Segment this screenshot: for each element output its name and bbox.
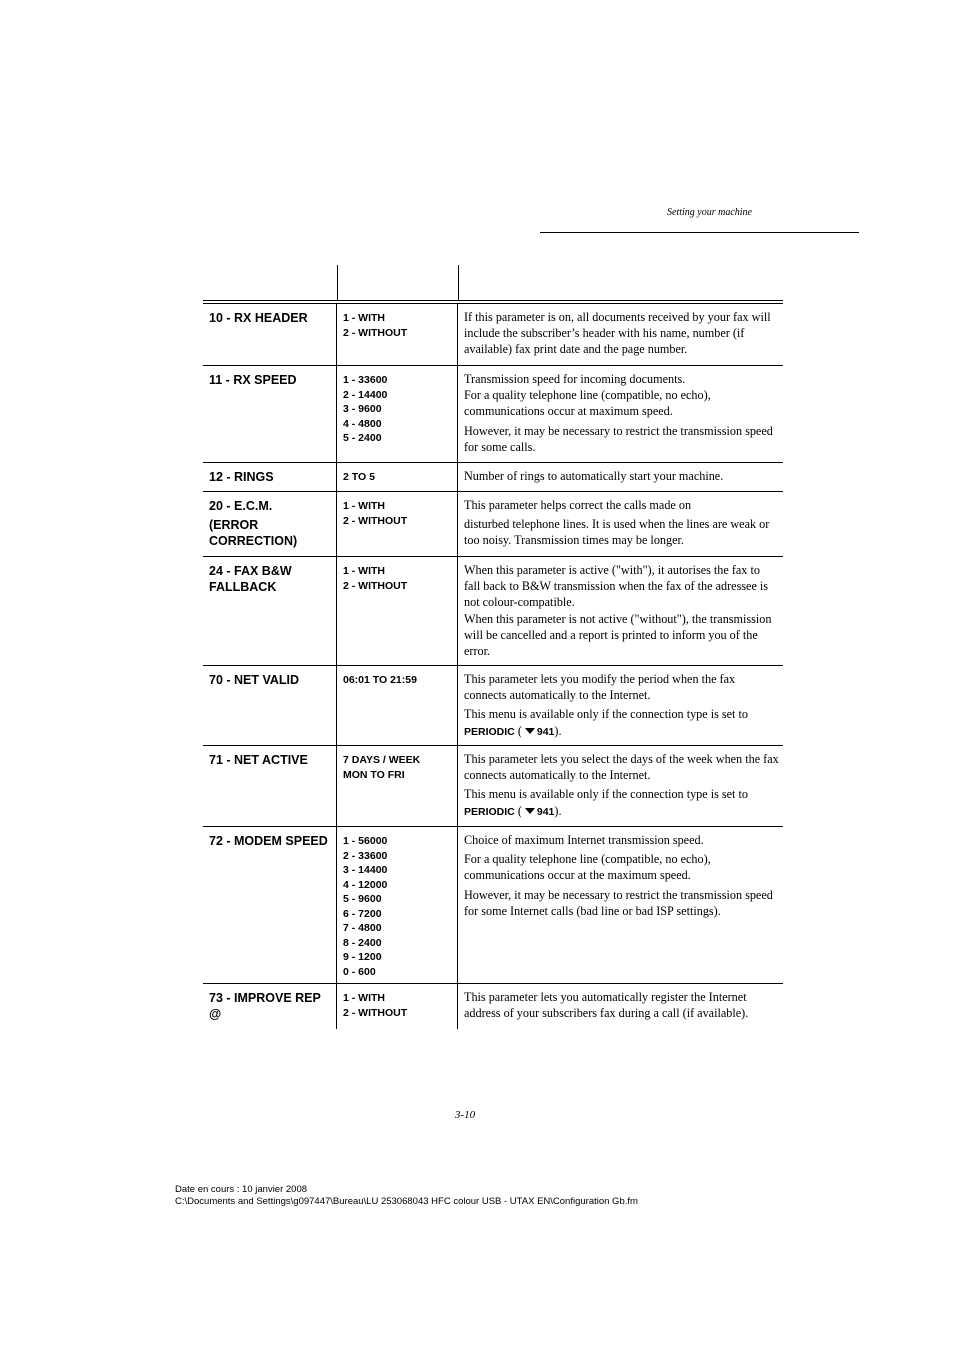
parameter-options	[337, 304, 458, 365]
table-row	[203, 666, 783, 746]
option-value: 2 - 14400	[343, 388, 388, 401]
parameter-description	[458, 984, 783, 1029]
table-row	[203, 463, 783, 492]
parameter-options	[337, 463, 458, 491]
option-value: MON TO FRI	[343, 768, 405, 781]
description-text: This menu is available only if the connection type is set to	[464, 707, 748, 722]
parameter-name	[203, 666, 337, 745]
description-text: Transmission speed for incoming documents.	[464, 372, 686, 386]
table-row	[203, 304, 783, 366]
description-text: When this parameter is not active ("without"), the transmission will be cancelled and a report is printed to inform you of the error.	[464, 611, 772, 659]
table-row	[203, 492, 783, 557]
footer-path: C:\Documents and Settings\g097447\Bureau\LU 253068043 HFC colour USB - UTAX EN\Configuration Gb.fm	[175, 1196, 638, 1207]
description-text: This parameter lets you modify the period when the fax connects automatically to the Internet.	[464, 672, 736, 703]
parameter-name	[203, 492, 337, 556]
menu-reference	[464, 803, 779, 820]
parameter-name-text: 20 - E.C.M.	[209, 499, 273, 513]
footer-date: Date en cours : 10 janvier 2008	[175, 1184, 308, 1195]
option-value: 8 - 2400	[343, 936, 382, 949]
option-value: 3 - 9600	[343, 403, 382, 415]
description-text: For a quality telephone line (compatible, no echo), communications occur at maximum speed.	[464, 388, 711, 419]
parameter-name	[203, 557, 337, 665]
parameter-name	[203, 463, 337, 491]
table-row	[203, 984, 783, 1029]
description-text: Choice of maximum Internet transmission speed.	[464, 833, 704, 847]
parameter-name	[203, 827, 337, 983]
option-value: 2 - WITHOUT	[343, 579, 408, 592]
table-row	[203, 827, 783, 984]
table-header	[203, 265, 783, 300]
settings-table	[203, 265, 783, 1029]
option-value: 1 - WITH	[343, 312, 385, 324]
header-rule	[540, 232, 859, 233]
description-text: disturbed telephone lines. It is used when the lines are weak or too noisy. Transmission times may be longer.	[464, 517, 770, 548]
description-text: This parameter helps correct the calls made on	[464, 498, 692, 512]
description-text: For a quality telephone line (compatible, no echo), communications occur at the maximum speed.	[464, 852, 711, 883]
parameter-description	[458, 492, 783, 556]
description-text: This parameter lets you automatically register the Internet address of your subscribers fax during a call (if available).	[464, 990, 749, 1021]
arrow-down-icon	[525, 728, 535, 734]
option-value: 1 - 33600	[343, 374, 388, 386]
parameter-name-text: 72 - MODEM SPEED	[209, 834, 328, 848]
reference-paren: (	[517, 723, 522, 738]
reference-paren: (	[517, 803, 522, 818]
parameter-description	[458, 366, 783, 462]
reference-label: PERIODIC	[464, 805, 515, 818]
parameter-name-text: 71 - NET ACTIVE	[209, 753, 308, 767]
parameter-description	[458, 304, 783, 365]
parameter-name-text: 12 - RINGS	[209, 470, 274, 484]
description-text: However, it may be necessary to restrict the transmission speed for some Internet calls (bad line or bad ISP settings).	[464, 887, 773, 918]
description-text: This menu is available only if the connection type is set to	[464, 787, 748, 802]
option-value: 6 - 7200	[343, 907, 382, 920]
parameter-options	[337, 827, 458, 983]
option-value: 1 - WITH	[343, 500, 385, 512]
parameter-name	[203, 984, 337, 1029]
option-value: 1 - WITH	[343, 992, 385, 1004]
description-text: This parameter lets you select the days of the week when the fax connects automatically to the Internet.	[464, 752, 779, 783]
option-value: 2 - 33600	[343, 849, 388, 862]
option-value: 5 - 9600	[343, 893, 382, 905]
description-text: When this parameter is active ("with"), it autorises the fax to fall back to B&W transmission when the fax of the adressee is not colour-compatible.	[464, 563, 769, 610]
parameter-name-text: 11 - RX SPEED	[209, 373, 297, 387]
option-value: 2 - WITHOUT	[343, 1006, 408, 1019]
description-text: However, it may be necessary to restrict the transmission speed for some calls.	[464, 423, 773, 454]
parameter-options	[337, 492, 458, 556]
parameter-options	[337, 746, 458, 826]
option-value: 0 - 600	[343, 965, 376, 978]
parameter-name	[203, 746, 337, 826]
parameter-name-text: 73 - IMPROVE REP @	[209, 991, 321, 1021]
parameter-description	[458, 463, 783, 491]
reference-paren: ).	[554, 803, 562, 818]
option-value: 1 - 56000	[343, 835, 388, 847]
table-row	[203, 366, 783, 463]
arrow-down-icon	[525, 808, 535, 814]
parameter-name	[203, 304, 337, 365]
parameter-name-subtitle: (ERROR CORRECTION)	[209, 518, 298, 548]
parameter-description	[458, 666, 783, 745]
running-header: Setting your machine	[667, 207, 752, 218]
option-value: 4 - 12000	[343, 878, 388, 891]
table-row	[203, 746, 783, 827]
option-value: 4 - 4800	[343, 417, 382, 430]
parameter-description	[458, 557, 783, 665]
parameter-options	[337, 666, 458, 745]
reference-label: PERIODIC	[464, 725, 515, 738]
parameter-options	[337, 557, 458, 665]
option-value: 9 - 1200	[343, 951, 382, 963]
option-value: 2 - WITHOUT	[343, 514, 408, 527]
description-text: Number of rings to automatically start your machine.	[464, 469, 724, 483]
document-footer	[175, 1184, 638, 1208]
option-value: 7 DAYS / WEEK	[343, 754, 421, 766]
column-divider	[458, 265, 459, 300]
parameter-name	[203, 366, 337, 462]
option-value: 2 TO 5	[343, 471, 375, 483]
option-value: 1 - WITH	[343, 565, 385, 577]
reference-paren: ).	[554, 723, 562, 738]
parameter-options	[337, 366, 458, 462]
option-value: 7 - 4800	[343, 922, 382, 934]
option-value: 5 - 2400	[343, 432, 382, 444]
parameter-name-text: 24 - FAX B&W FALLBACK	[209, 564, 292, 594]
option-value: 06:01 TO 21:59	[343, 674, 417, 686]
parameter-options	[337, 984, 458, 1029]
option-value: 3 - 14400	[343, 864, 388, 876]
parameter-description	[458, 827, 783, 983]
page-number: 3-10	[454, 1109, 476, 1121]
column-divider	[337, 265, 338, 300]
option-value: 2 - WITHOUT	[343, 326, 408, 339]
menu-reference	[464, 723, 779, 740]
reference-number: 941	[536, 805, 555, 818]
table-row	[203, 557, 783, 666]
description-text: If this parameter is on, all documents received by your fax will include the subscriber’s header with his name, number (if available) fax print date and the page number.	[464, 310, 771, 357]
reference-number: 941	[536, 725, 555, 738]
parameter-name-text: 70 - NET VALID	[209, 673, 300, 687]
parameter-description	[458, 746, 783, 826]
parameter-name-text: 10 - RX HEADER	[209, 311, 308, 325]
